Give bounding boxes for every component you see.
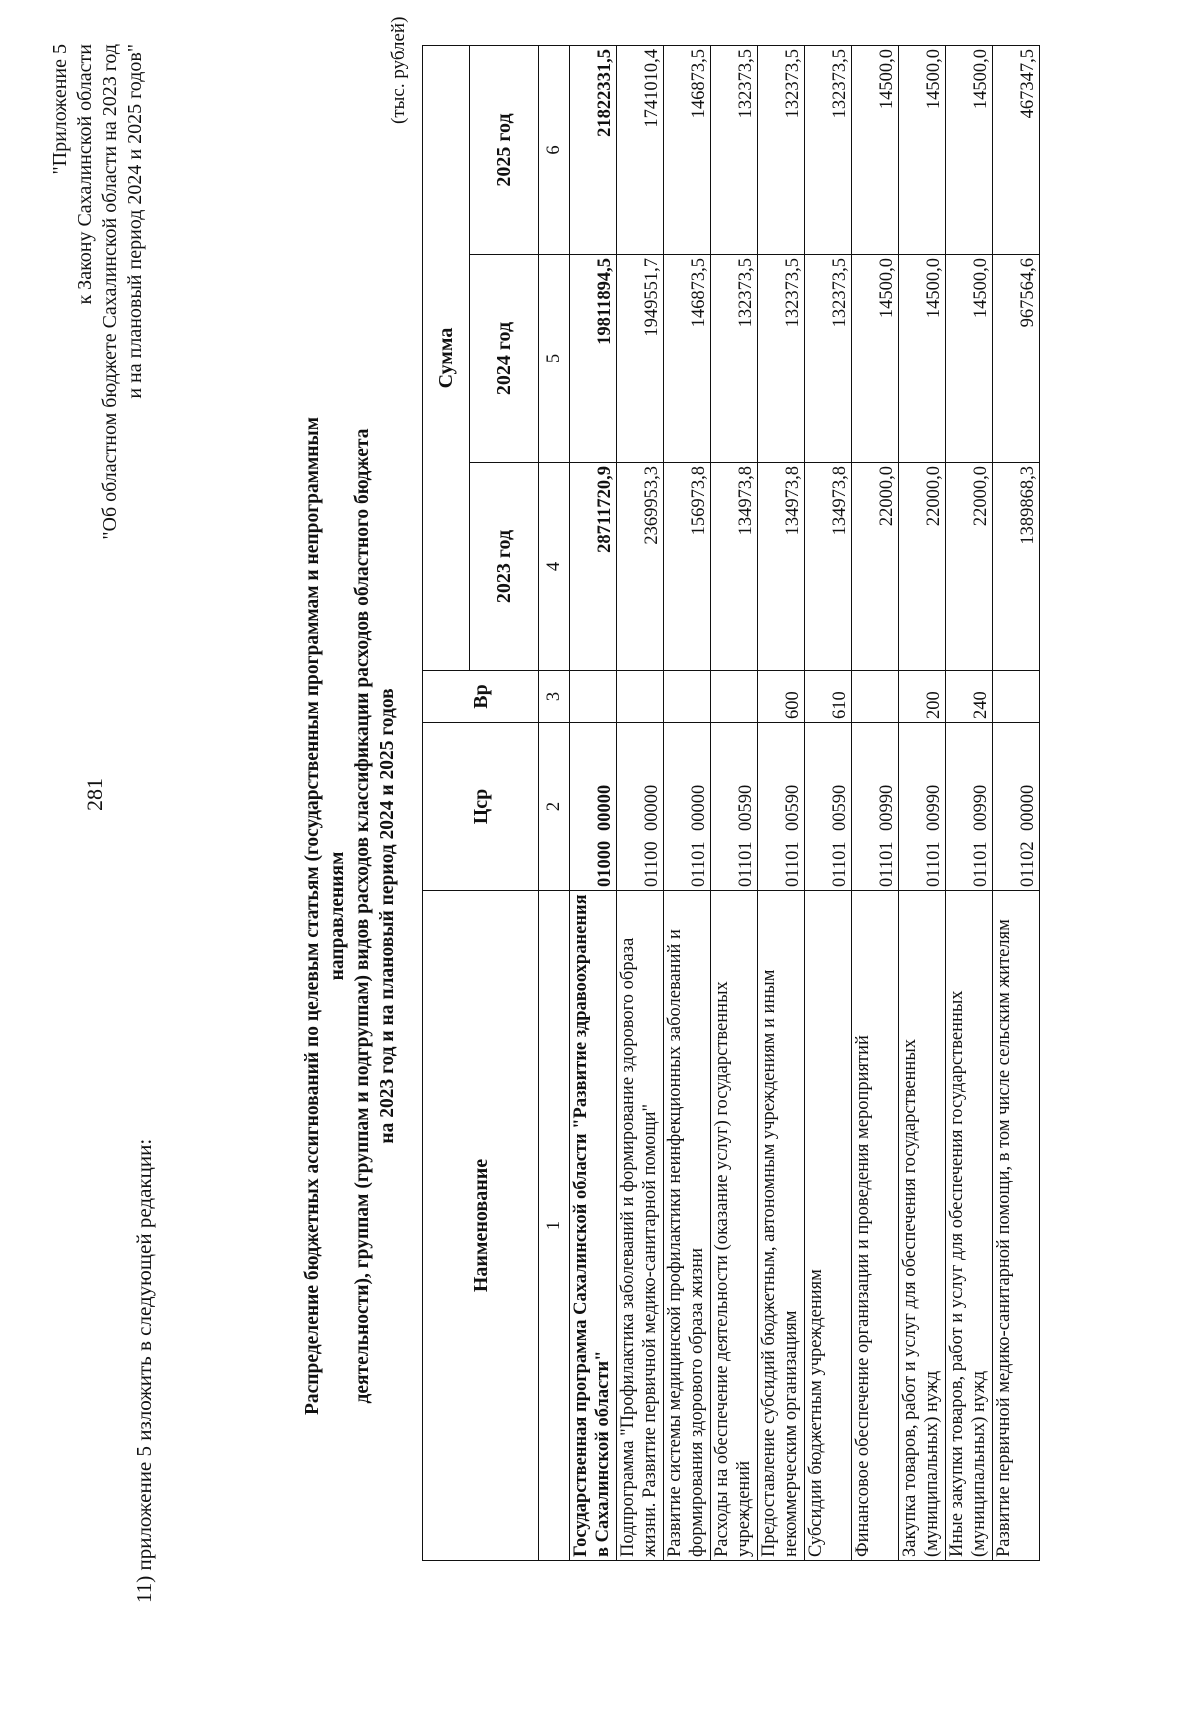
appendix-line: к Закону Сахалинской области [74,44,96,305]
csr-program-code: 01100 [642,841,662,887]
row-vr [617,671,664,723]
row-amount-2025: 146873,5 [664,45,711,254]
row-amount-2025: 132373,5 [711,45,758,254]
row-amount-2023: 22000,0 [946,463,993,671]
csr-direction-code: 00000 [595,784,615,831]
row-name: Финансовое обеспечение организации и проведения мероприятий [852,891,899,1561]
appendix-header [48,44,148,540]
row-vr [711,671,758,723]
csr-program-code: 01101 [924,841,944,887]
row-name: Предоставление субсидий бюджетным, автономным учреждениям и иным некоммерческим организациям [758,891,805,1561]
csr-direction-code: 00000 [689,784,709,831]
appendix-line: "Об областном бюджете Сахалинской области на 2023 год [99,44,121,540]
csr-direction-code: 00590 [783,784,803,831]
row-amount-2023: 22000,0 [852,463,899,671]
row-csr [993,723,1040,891]
csr-direction-code: 00590 [736,784,756,831]
row-amount-2025: 14500,0 [946,45,993,254]
header-sum: Сумма [423,45,470,670]
csr-program-code: 01102 [1018,841,1038,887]
row-amount-2025: 132373,5 [758,45,805,254]
row-csr [617,723,664,891]
table-row [899,45,946,1560]
row-csr [899,723,946,891]
row-amount-2024: 146873,5 [664,255,711,463]
row-name: Иные закупки товаров, работ и услуг для обеспечения государственных (муниципальных) нужд [946,891,993,1561]
csr-program-code: 01101 [877,841,897,887]
row-amount-2024: 132373,5 [805,255,852,463]
page-number: 281 [82,778,107,811]
row-amount-2025: 14500,0 [899,45,946,254]
title-line: деятельности), группам (группам и подгруппам) видов расходов классификации расходов областного бюджета [352,428,373,1404]
row-csr [758,723,805,891]
row-vr: 610 [805,671,852,723]
appendix-line: "Приложение 5 [49,44,71,175]
csr-program-code: 01000 [595,840,615,887]
row-amount-2024: 14500,0 [852,255,899,463]
row-csr [570,723,617,891]
header-csr: Цср [423,723,539,891]
row-amount-2023: 134973,8 [805,463,852,671]
header-year-2024: 2024 год [470,255,539,463]
row-csr [805,723,852,891]
table-row [711,45,758,1560]
row-amount-2023: 134973,8 [758,463,805,671]
csr-direction-code: 00590 [830,784,850,831]
row-amount-2025: 1741010,4 [617,45,664,254]
row-amount-2024: 132373,5 [758,255,805,463]
csr-program-code: 01101 [830,841,850,887]
csr-program-code: 01101 [689,841,709,887]
column-number: 3 [539,671,570,723]
row-amount-2025: 14500,0 [852,45,899,254]
csr-direction-code: 00990 [971,784,991,831]
column-number: 4 [539,463,570,671]
row-name: Развитие системы медицинской профилактики неинфекционных заболеваний и формирования здорового образа жизни [664,891,711,1561]
row-amount-2024: 1949551,7 [617,255,664,463]
table-row [758,45,805,1560]
document-title [300,361,400,1471]
header-vr: Вр [423,671,539,723]
csr-program-code: 01101 [783,841,803,887]
unit-label: (тыс. рублей) [388,16,409,124]
csr-direction-code: 00000 [1018,784,1038,831]
header-name: Наименование [423,891,539,1561]
row-amount-2024: 14500,0 [946,255,993,463]
title-line: на 2023 год и на плановый период 2024 и 2025 годов [377,688,398,1144]
table-row [664,45,711,1560]
row-amount-2023: 28711720,9 [570,463,617,671]
table-row [993,45,1040,1560]
row-amount-2025: 132373,5 [805,45,852,254]
column-number: 5 [539,255,570,463]
csr-direction-code: 00990 [877,784,897,831]
row-vr [664,671,711,723]
row-vr: 600 [758,671,805,723]
row-vr [852,671,899,723]
row-name: Подпрограмма "Профилактика заболеваний и формирование здорового образа жизни. Развитие первичной медико-санитарной помощи" [617,891,664,1561]
row-amount-2024: 132373,5 [711,255,758,463]
row-csr [946,723,993,891]
column-number: 6 [539,45,570,254]
row-name: Государственная программа Сахалинской области "Развитие здравоохранения в Сахалинской области" [570,891,617,1561]
header-year-2025: 2025 год [470,45,539,254]
row-amount-2023: 2369953,3 [617,463,664,671]
column-number: 1 [539,891,570,1561]
csr-program-code: 01101 [736,841,756,887]
budget-table [422,45,1040,1561]
row-vr: 240 [946,671,993,723]
csr-direction-code: 00990 [924,784,944,831]
table-row [852,45,899,1560]
table-row [946,45,993,1560]
row-vr [570,671,617,723]
row-csr [664,723,711,891]
header-year-2023: 2023 год [470,463,539,671]
title-line: Распределение бюджетных ассигнований по целевым статьям (государственным программам и непрограммным направлениям [302,416,348,1416]
row-amount-2023: 1389868,3 [993,463,1040,671]
row-csr [711,723,758,891]
row-name: Закупка товаров, работ и услуг для обеспечения государственных (муниципальных) нужд [899,891,946,1561]
row-amount-2024: 19811894,5 [570,255,617,463]
row-name: Развитие первичной медико-санитарной помощи, в том числе сельским жителям [993,891,1040,1561]
table-row [617,45,664,1560]
row-amount-2023: 134973,8 [711,463,758,671]
row-name: Расходы на обеспечение деятельности (оказание услуг) государственных учреждений [711,891,758,1561]
row-csr [852,723,899,891]
row-amount-2025: 467347,5 [993,45,1040,254]
column-number: 2 [539,723,570,891]
row-amount-2023: 156973,8 [664,463,711,671]
row-amount-2023: 22000,0 [899,463,946,671]
appendix-line: и на плановый период 2024 и 2025 годов" [124,44,146,399]
row-vr: 200 [899,671,946,723]
row-amount-2025: 21822331,5 [570,45,617,254]
csr-direction-code: 00000 [642,784,662,831]
row-vr [993,671,1040,723]
table-row [805,45,852,1560]
table-row [570,45,617,1560]
csr-program-code: 01101 [971,841,991,887]
row-amount-2024: 967564,6 [993,255,1040,463]
intro-text: 11) приложение 5 изложить в следующей редакции: [132,1138,156,1603]
row-amount-2024: 14500,0 [899,255,946,463]
row-name: Субсидии бюджетным учреждениям [805,891,852,1561]
